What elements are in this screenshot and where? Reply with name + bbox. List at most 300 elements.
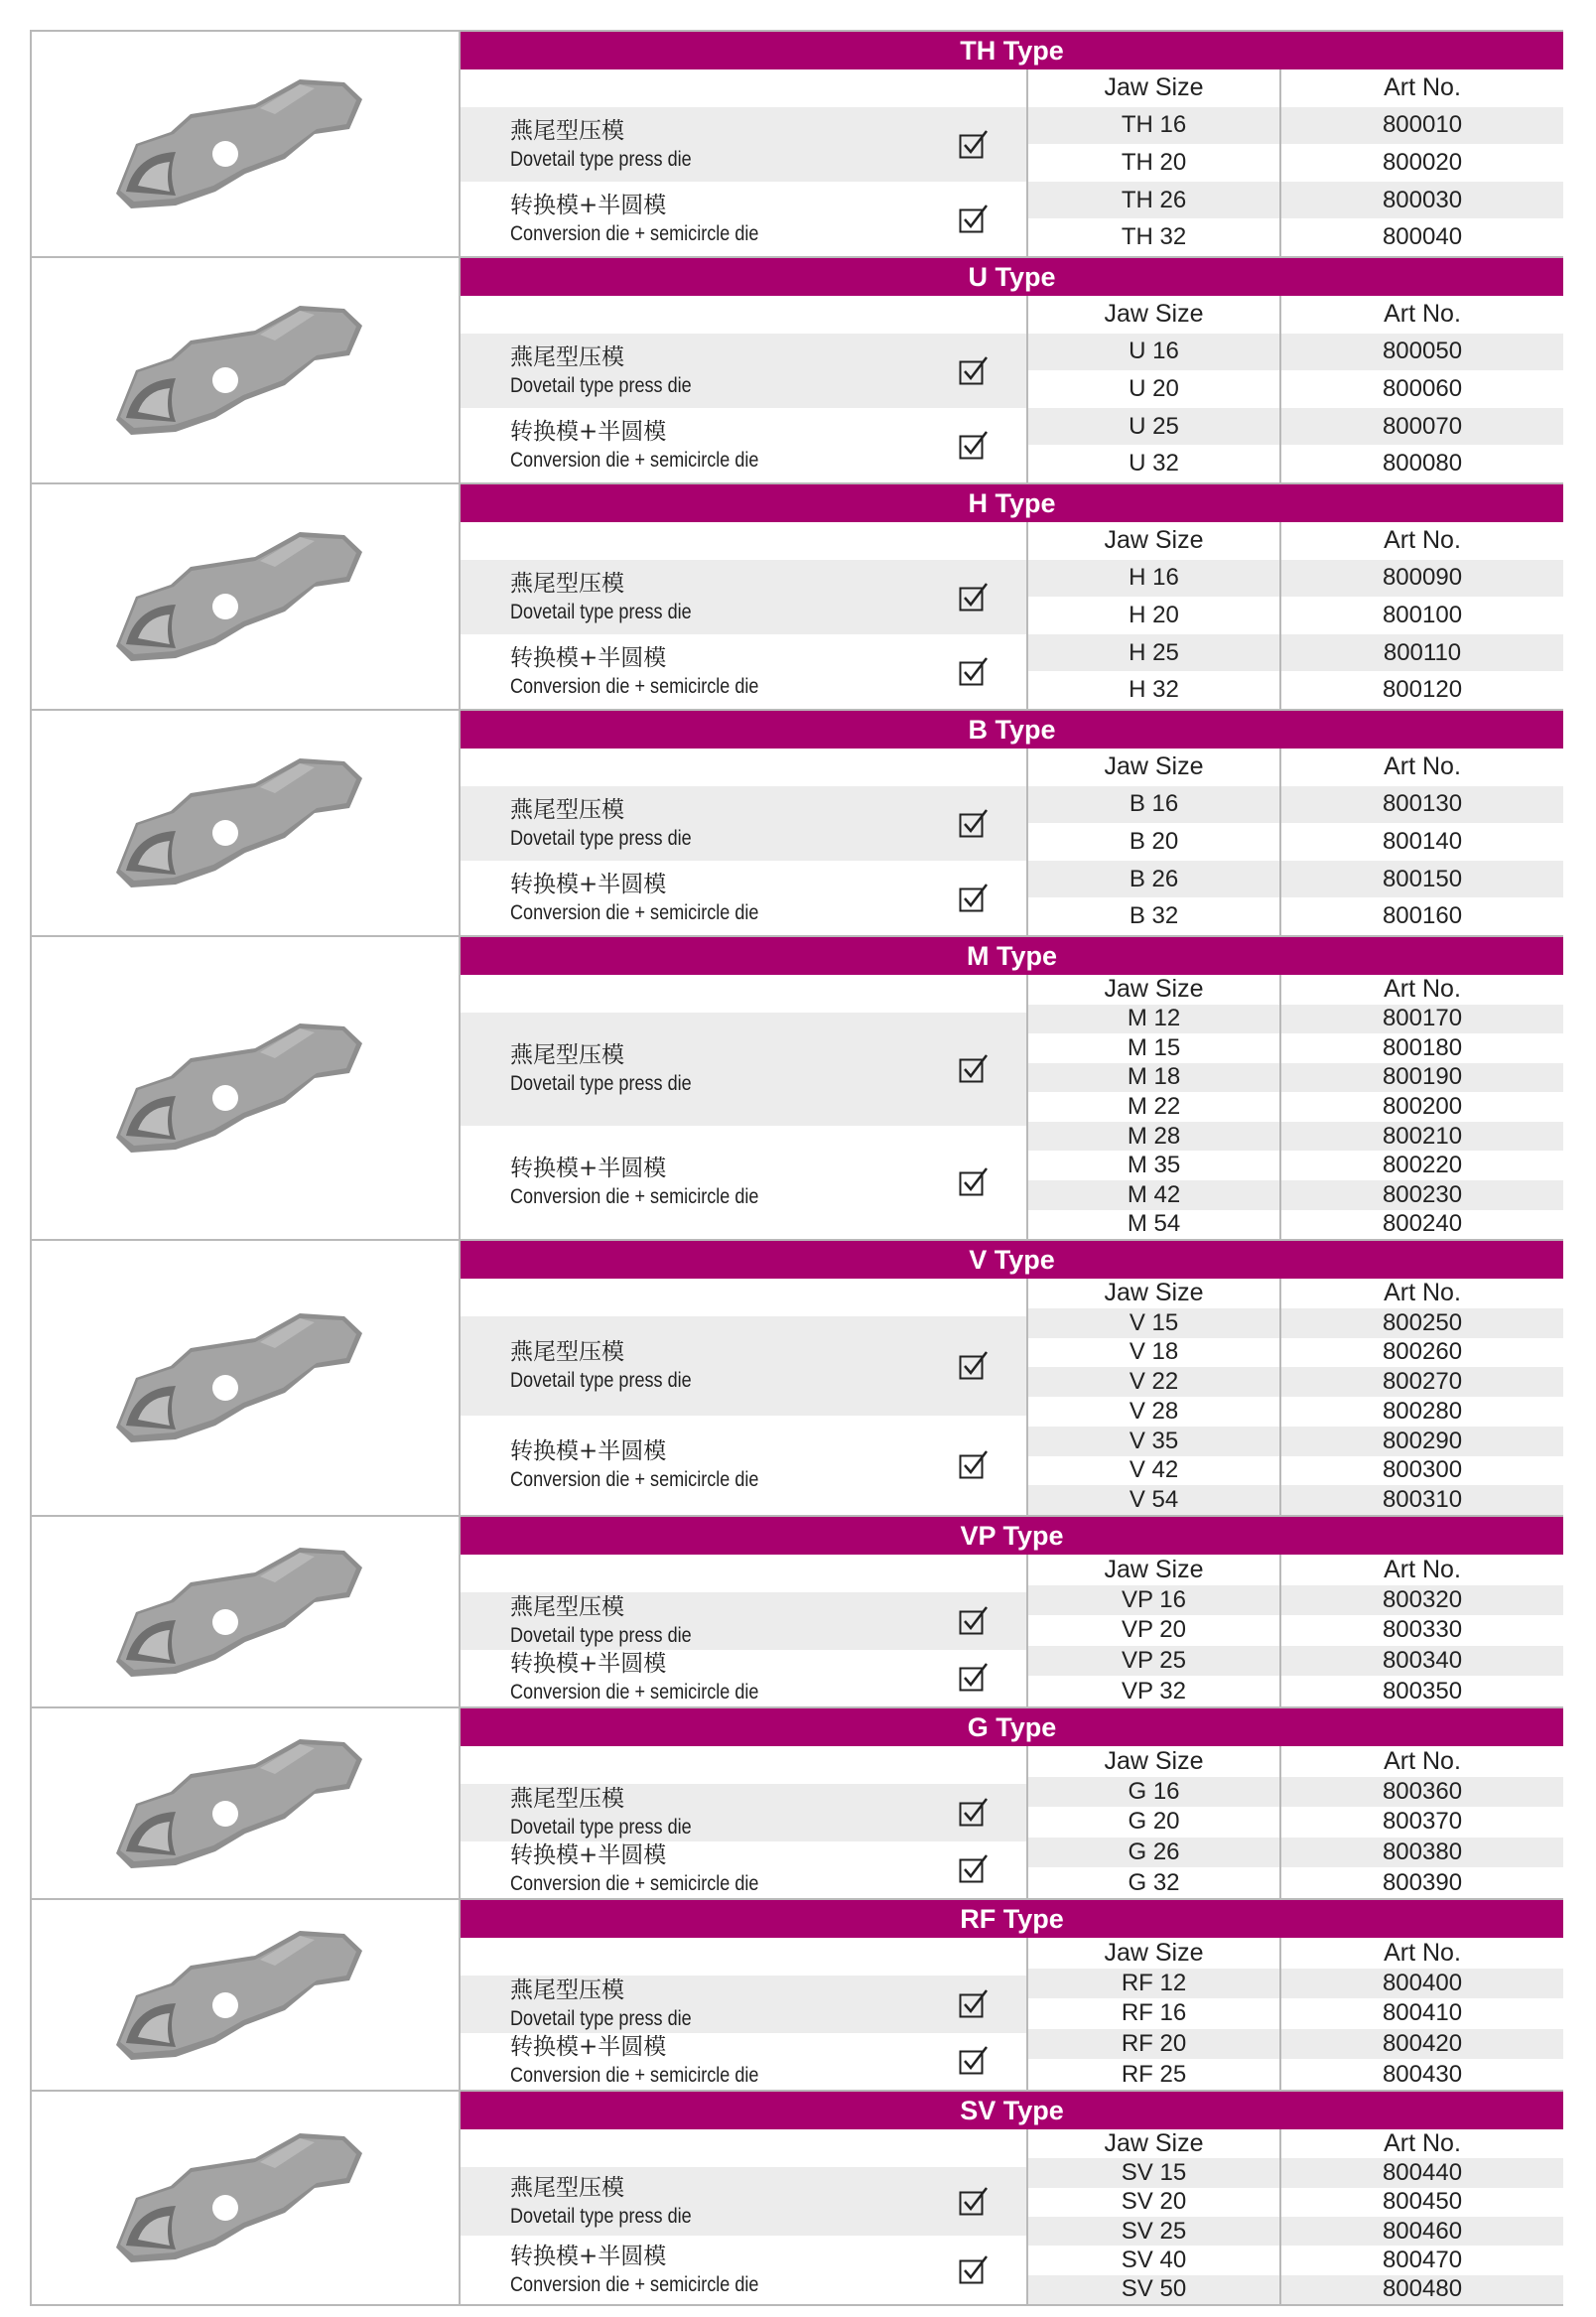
section-body: [461, 296, 1563, 482]
art-no-cell: 800220: [1382, 1152, 1463, 1179]
art-no-cell: 800400: [1382, 1969, 1463, 1996]
art-no-cell: 800080: [1382, 450, 1463, 477]
conversion-die-row: [461, 182, 1026, 256]
die-name-en: Dovetail type press die: [510, 826, 692, 850]
dovetail-die-row: [461, 786, 1026, 861]
jaw-size-table: [1026, 522, 1563, 709]
type-title: RF Type: [461, 1900, 1563, 1938]
jaw-size-cell: G 26: [1028, 1838, 1281, 1868]
art-no-cell: 800110: [1383, 638, 1462, 666]
checkbox-checked-icon: [959, 1663, 989, 1693]
die-name-en: Dovetail type press die: [510, 600, 692, 623]
product-image-cell: [30, 1900, 461, 2090]
product-image-cell: [30, 1241, 461, 1515]
jaw-size-cell: B 32: [1028, 897, 1281, 935]
conversion-die-row: [461, 408, 1026, 482]
jaw-size-table: [1026, 749, 1563, 935]
table-row: [1028, 1646, 1563, 1677]
dovetail-die-row: [461, 560, 1026, 634]
type-title: TH Type: [461, 32, 1563, 69]
jaw-size-cell: SV 50: [1028, 2275, 1281, 2304]
art-no-cell: 800440: [1382, 2158, 1463, 2186]
art-no-cell: 800380: [1382, 1839, 1463, 1866]
die-name-en: Conversion die + semicircle die: [510, 1468, 759, 1491]
table-row: [1028, 1777, 1563, 1808]
column-header-art-no: Art No.: [1384, 752, 1461, 781]
jaw-size-cell: G 32: [1028, 1867, 1281, 1898]
spacer: [461, 69, 1026, 107]
jaw-size-cell: VP 32: [1028, 1676, 1281, 1706]
die-name-cn: 燕尾型压模: [510, 117, 624, 144]
jaw-size-table: [1026, 1746, 1563, 1898]
die-name-cn: 燕尾型压模: [510, 1339, 624, 1365]
section-content: [461, 711, 1563, 935]
checkbox-checked-icon: [959, 2187, 989, 2217]
die-name-cn: 转换模+半圆模: [510, 2243, 667, 2269]
die-type-column: [461, 1555, 1026, 1706]
jaw-size-cell: H 32: [1028, 671, 1281, 709]
product-section: [30, 1706, 1563, 1898]
art-no-cell: 800430: [1382, 2060, 1463, 2088]
section-body: [461, 1555, 1563, 1706]
checkbox-checked-icon: [959, 884, 989, 913]
die-label: [510, 2033, 959, 2089]
art-no-cell: 800460: [1382, 2217, 1463, 2245]
conversion-die-row: [461, 1416, 1026, 1515]
column-header-jaw-size: Jaw Size: [1028, 1938, 1281, 1969]
column-header-art-no: Art No.: [1384, 73, 1461, 102]
dovetail-die-row: [461, 2167, 1026, 2236]
die-label: [510, 1785, 959, 1840]
press-jaw-image: [96, 1926, 394, 2065]
jaw-size-cell: B 26: [1028, 861, 1281, 898]
die-label: [510, 1338, 959, 1394]
table-row: [1028, 1063, 1563, 1093]
table-row: [1028, 897, 1563, 935]
art-no-cell: 800120: [1382, 676, 1463, 704]
table-row: [1028, 1180, 1563, 1210]
table-row: [1028, 823, 1563, 861]
die-type-column: [461, 975, 1026, 1239]
checkbox-checked-icon: [959, 204, 989, 234]
die-name-cn: 转换模+半圆模: [510, 644, 667, 671]
art-no-cell: 800470: [1382, 2246, 1463, 2273]
jaw-size-table: [1026, 1938, 1563, 2090]
jaw-size-cell: U 20: [1028, 370, 1281, 408]
art-no-cell: 800230: [1382, 1180, 1463, 1208]
jaw-size-cell: RF 25: [1028, 2059, 1281, 2090]
section-content: [461, 1708, 1563, 1898]
art-no-cell: 800240: [1382, 1210, 1463, 1238]
press-jaw-image: [96, 527, 394, 666]
art-no-cell: 800160: [1382, 902, 1463, 930]
die-name-cn: 燕尾型压模: [510, 796, 624, 823]
art-no-cell: 800180: [1382, 1033, 1463, 1061]
table-row: [1028, 1867, 1563, 1898]
art-no-cell: 800280: [1382, 1397, 1463, 1425]
table-row: [1028, 1005, 1563, 1034]
checkbox-checked-icon: [959, 1351, 989, 1381]
die-name-en: Dovetail type press die: [510, 1815, 692, 1839]
die-name-cn: 燕尾型压模: [510, 1976, 624, 2003]
conversion-die-row: [461, 634, 1026, 709]
die-name-en: Conversion die + semicircle die: [510, 900, 759, 924]
checkbox-checked-icon: [959, 1798, 989, 1828]
jaw-size-cell: B 16: [1028, 786, 1281, 824]
die-type-column: [461, 296, 1026, 482]
column-header-art-no: Art No.: [1384, 300, 1461, 329]
table-header-row: [1028, 1938, 1563, 1969]
jaw-size-cell: SV 15: [1028, 2158, 1281, 2187]
art-no-cell: 800320: [1382, 1585, 1463, 1613]
section-body: [461, 522, 1563, 709]
jaw-size-cell: TH 26: [1028, 182, 1281, 219]
checkbox-checked-icon: [959, 1167, 989, 1197]
checkbox-checked-icon: [959, 583, 989, 613]
checkbox-checked-icon: [959, 1606, 989, 1636]
press-jaw-image: [96, 2128, 394, 2267]
table-row: [1028, 861, 1563, 898]
table-row: [1028, 408, 1563, 446]
section-body: [461, 69, 1563, 256]
product-section: [30, 1239, 1563, 1515]
table-row: [1028, 2275, 1563, 2304]
table-row: [1028, 2246, 1563, 2274]
press-jaw-image: [96, 1308, 394, 1447]
jaw-size-cell: M 28: [1028, 1122, 1281, 1152]
art-no-cell: 800060: [1382, 374, 1463, 402]
column-header-art-no: Art No.: [1384, 2129, 1461, 2158]
column-header-jaw-size: Jaw Size: [1028, 522, 1281, 560]
die-label: [510, 2174, 959, 2230]
die-type-column: [461, 522, 1026, 709]
conversion-die-row: [461, 1126, 1026, 1239]
column-header-art-no: Art No.: [1384, 1746, 1461, 1775]
spacer: [461, 1555, 1026, 1592]
conversion-die-row: [461, 2033, 1026, 2091]
type-title: U Type: [461, 258, 1563, 296]
art-no-cell: 800040: [1382, 223, 1463, 251]
die-name-cn: 燕尾型压模: [510, 1785, 624, 1812]
product-image-cell: [30, 1517, 461, 1706]
dovetail-die-row: [461, 1976, 1026, 2033]
die-label: [510, 871, 959, 926]
die-name-cn: 转换模+半圆模: [510, 1651, 667, 1678]
table-header-row: [1028, 2129, 1563, 2158]
die-type-column: [461, 1746, 1026, 1898]
die-name-en: Dovetail type press die: [510, 1623, 692, 1647]
jaw-size-cell: M 12: [1028, 1005, 1281, 1034]
art-no-cell: 800310: [1382, 1486, 1463, 1514]
table-row: [1028, 786, 1563, 824]
table-header-row: [1028, 69, 1563, 107]
art-no-cell: 800010: [1382, 111, 1463, 139]
jaw-size-cell: G 16: [1028, 1777, 1281, 1808]
product-section: [30, 482, 1563, 709]
section-content: [461, 1241, 1563, 1515]
conversion-die-row: [461, 1650, 1026, 1707]
jaw-size-cell: RF 16: [1028, 1998, 1281, 2029]
press-jaw-image: [96, 301, 394, 440]
die-label: [510, 1437, 959, 1493]
jaw-size-cell: M 18: [1028, 1063, 1281, 1093]
art-no-cell: 800200: [1382, 1093, 1463, 1121]
table-row: [1028, 1969, 1563, 1999]
table-row: [1028, 144, 1563, 182]
die-label: [510, 570, 959, 625]
jaw-size-cell: RF 20: [1028, 2029, 1281, 2060]
die-name-cn: 燕尾型压模: [510, 343, 624, 370]
table-row: [1028, 445, 1563, 482]
type-title: SV Type: [461, 2092, 1563, 2129]
type-title: VP Type: [461, 1517, 1563, 1555]
die-type-column: [461, 749, 1026, 935]
product-image-cell: [30, 484, 461, 709]
jaw-size-cell: V 35: [1028, 1427, 1281, 1456]
jaw-size-cell: V 15: [1028, 1308, 1281, 1338]
die-name-cn: 转换模+半圆模: [510, 1842, 667, 1869]
dovetail-die-row: [461, 107, 1026, 182]
checkbox-checked-icon: [959, 809, 989, 839]
catalog-table: [30, 30, 1563, 2306]
jaw-size-cell: TH 32: [1028, 218, 1281, 256]
product-image-cell: [30, 2092, 461, 2304]
table-row: [1028, 1585, 1563, 1616]
type-title: V Type: [461, 1241, 1563, 1279]
die-label: [510, 343, 959, 399]
art-no-cell: 800020: [1382, 148, 1463, 176]
section-content: [461, 32, 1563, 256]
jaw-size-cell: SV 40: [1028, 2246, 1281, 2274]
table-header-row: [1028, 975, 1563, 1005]
product-section: [30, 2090, 1563, 2306]
column-header-jaw-size: Jaw Size: [1028, 975, 1281, 1005]
die-label: [510, 796, 959, 852]
table-header-row: [1028, 749, 1563, 786]
product-section: [30, 935, 1563, 1239]
jaw-size-cell: U 32: [1028, 445, 1281, 482]
die-name-en: Dovetail type press die: [510, 147, 692, 171]
table-row: [1028, 2158, 1563, 2187]
jaw-size-cell: TH 20: [1028, 144, 1281, 182]
conversion-die-row: [461, 861, 1026, 935]
checkbox-checked-icon: [959, 1054, 989, 1084]
jaw-size-table: [1026, 69, 1563, 256]
art-no-cell: 800130: [1382, 790, 1463, 818]
column-header-art-no: Art No.: [1384, 1938, 1461, 1967]
jaw-size-cell: TH 16: [1028, 107, 1281, 145]
table-row: [1028, 218, 1563, 256]
table-row: [1028, 1427, 1563, 1456]
spacer: [461, 522, 1026, 560]
table-row: [1028, 2217, 1563, 2246]
jaw-size-cell: M 54: [1028, 1210, 1281, 1240]
art-no-cell: 800290: [1382, 1427, 1463, 1454]
product-section: [30, 709, 1563, 935]
column-header-art-no: Art No.: [1384, 1279, 1461, 1307]
table-row: [1028, 1998, 1563, 2029]
table-row: [1028, 1367, 1563, 1397]
art-no-cell: 800420: [1382, 2030, 1463, 2058]
jaw-size-table: [1026, 1555, 1563, 1706]
column-header-art-no: Art No.: [1384, 1555, 1461, 1583]
table-row: [1028, 560, 1563, 598]
dovetail-die-row: [461, 334, 1026, 408]
art-no-cell: 800030: [1382, 186, 1463, 213]
art-no-cell: 800370: [1382, 1808, 1463, 1836]
section-body: [461, 1938, 1563, 2090]
die-name-en: Dovetail type press die: [510, 373, 692, 397]
jaw-size-cell: G 20: [1028, 1807, 1281, 1838]
checkbox-checked-icon: [959, 431, 989, 461]
die-label: [510, 117, 959, 173]
die-name-en: Conversion die + semicircle die: [510, 221, 759, 245]
product-image-cell: [30, 711, 461, 935]
die-name-en: Dovetail type press die: [510, 1072, 692, 1095]
press-jaw-image: [96, 1019, 394, 1158]
checkbox-checked-icon: [959, 1450, 989, 1480]
die-name-en: Conversion die + semicircle die: [510, 1185, 759, 1208]
product-section: [30, 1898, 1563, 2090]
section-body: [461, 1746, 1563, 1898]
table-row: [1028, 2029, 1563, 2060]
art-no-cell: 800070: [1382, 412, 1463, 440]
jaw-size-cell: M 35: [1028, 1151, 1281, 1180]
table-row: [1028, 634, 1563, 672]
jaw-size-cell: SV 20: [1028, 2188, 1281, 2217]
die-name-cn: 转换模+半圆模: [510, 1156, 667, 1181]
jaw-size-cell: VP 16: [1028, 1585, 1281, 1616]
column-header-jaw-size: Jaw Size: [1028, 749, 1281, 786]
die-name-cn: 转换模+半圆模: [510, 418, 667, 445]
jaw-size-cell: V 22: [1028, 1367, 1281, 1397]
die-name-cn: 燕尾型压模: [510, 570, 624, 597]
art-no-cell: 800450: [1382, 2188, 1463, 2216]
table-header-row: [1028, 1746, 1563, 1777]
table-row: [1028, 1676, 1563, 1706]
product-section: [30, 30, 1563, 256]
table-row: [1028, 2059, 1563, 2090]
section-content: [461, 258, 1563, 482]
column-header-art-no: Art No.: [1384, 526, 1461, 555]
table-header-row: [1028, 296, 1563, 334]
checkbox-checked-icon: [959, 1854, 989, 1884]
spacer: [461, 2129, 1026, 2167]
art-no-cell: 800250: [1382, 1308, 1463, 1336]
art-no-cell: 800330: [1382, 1616, 1463, 1644]
table-row: [1028, 1092, 1563, 1122]
table-row: [1028, 1308, 1563, 1338]
spacer: [461, 975, 1026, 1013]
art-no-cell: 800190: [1382, 1063, 1463, 1091]
jaw-size-table: [1026, 296, 1563, 482]
die-name-cn: 转换模+半圆模: [510, 2034, 667, 2061]
table-row: [1028, 2188, 1563, 2217]
die-name-en: Conversion die + semicircle die: [510, 2064, 759, 2088]
table-header-row: [1028, 1279, 1563, 1308]
die-name-cn: 转换模+半圆模: [510, 871, 667, 897]
column-header-jaw-size: Jaw Size: [1028, 2129, 1281, 2158]
table-row: [1028, 1615, 1563, 1646]
table-row: [1028, 1838, 1563, 1868]
section-body: [461, 2129, 1563, 2304]
die-label: [510, 1155, 959, 1210]
art-no-cell: 800140: [1382, 827, 1463, 855]
die-label: [510, 418, 959, 474]
die-label: [510, 1841, 959, 1897]
jaw-size-cell: M 22: [1028, 1092, 1281, 1122]
section-content: [461, 2092, 1563, 2304]
column-header-jaw-size: Jaw Size: [1028, 69, 1281, 107]
jaw-size-cell: VP 25: [1028, 1646, 1281, 1677]
checkbox-checked-icon: [959, 356, 989, 386]
art-no-cell: 800300: [1382, 1456, 1463, 1484]
jaw-size-cell: H 16: [1028, 560, 1281, 598]
die-type-column: [461, 1938, 1026, 2090]
table-row: [1028, 1456, 1563, 1486]
die-name-en: Dovetail type press die: [510, 1369, 692, 1392]
product-section: [30, 256, 1563, 482]
section-content: [461, 937, 1563, 1239]
press-jaw-image: [96, 753, 394, 892]
art-no-cell: 800360: [1382, 1777, 1463, 1805]
section-body: [461, 749, 1563, 935]
checkbox-checked-icon: [959, 2046, 989, 2076]
column-header-art-no: Art No.: [1384, 975, 1461, 1004]
jaw-size-cell: U 16: [1028, 334, 1281, 371]
press-jaw-image: [96, 1734, 394, 1873]
jaw-size-cell: VP 20: [1028, 1615, 1281, 1646]
table-row: [1028, 671, 1563, 709]
product-image-cell: [30, 1708, 461, 1898]
die-label: [510, 1976, 959, 2032]
jaw-size-cell: V 18: [1028, 1338, 1281, 1368]
art-no-cell: 800260: [1382, 1338, 1463, 1366]
conversion-die-row: [461, 2236, 1026, 2304]
die-type-column: [461, 69, 1026, 256]
die-label: [510, 1650, 959, 1705]
jaw-size-cell: M 15: [1028, 1033, 1281, 1063]
column-header-jaw-size: Jaw Size: [1028, 1746, 1281, 1777]
die-name-cn: 转换模+半圆模: [510, 192, 667, 218]
dovetail-die-row: [461, 1592, 1026, 1650]
jaw-size-cell: H 25: [1028, 634, 1281, 672]
jaw-size-cell: M 42: [1028, 1180, 1281, 1210]
table-row: [1028, 1338, 1563, 1368]
column-header-jaw-size: Jaw Size: [1028, 1555, 1281, 1585]
die-name-en: Conversion die + semicircle die: [510, 448, 759, 472]
jaw-size-table: [1026, 1279, 1563, 1515]
spacer: [461, 1279, 1026, 1316]
type-title: M Type: [461, 937, 1563, 975]
art-no-cell: 800390: [1382, 1868, 1463, 1896]
spacer: [461, 296, 1026, 334]
art-no-cell: 800350: [1382, 1677, 1463, 1704]
type-title: H Type: [461, 484, 1563, 522]
table-row: [1028, 1485, 1563, 1515]
checkbox-checked-icon: [959, 1989, 989, 2019]
table-row: [1028, 1122, 1563, 1152]
art-no-cell: 800170: [1382, 1005, 1463, 1032]
spacer: [461, 749, 1026, 786]
die-name-cn: 燕尾型压模: [510, 2174, 624, 2201]
spacer: [461, 1938, 1026, 1976]
jaw-size-cell: U 25: [1028, 408, 1281, 446]
section-body: [461, 1279, 1563, 1515]
checkbox-checked-icon: [959, 657, 989, 687]
art-no-cell: 800270: [1382, 1368, 1463, 1396]
table-row: [1028, 370, 1563, 408]
